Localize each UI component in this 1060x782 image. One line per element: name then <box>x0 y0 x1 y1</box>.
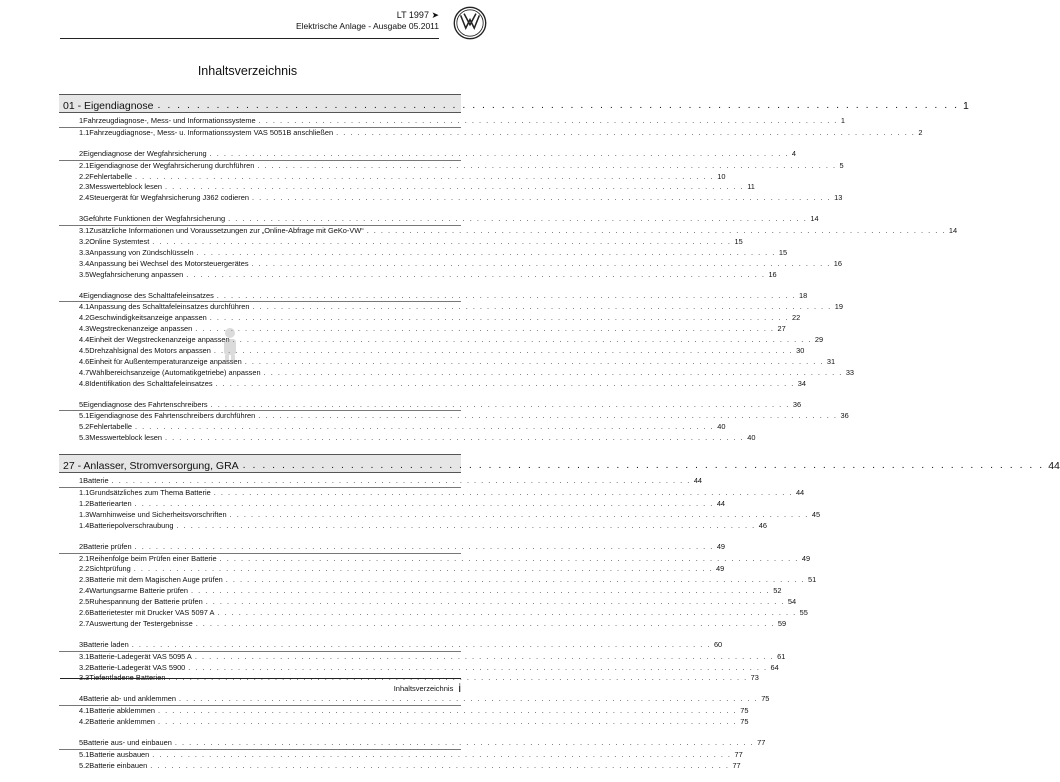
page-title: Inhaltsverzeichnis <box>197 64 298 78</box>
entry-page: 75 <box>740 706 749 716</box>
document-header <box>296 10 439 32</box>
toc-subsection-row[interactable] <box>59 433 756 444</box>
entry-title: Batterie abklemmen <box>89 706 156 716</box>
dot-leader: . . . . . . . . . . . . . . . . . . . . . . . . . . . . . . . . . . . . . . . . . . . . . . . . . . . . . . . . . . . . . . . . . . . . . . . . . . . . . . . . . . <box>150 760 730 770</box>
dot-leader: . . . . . . . . . . . . . . . . . . . . . . . . . . . . . . . . . . . . . . . . . . . . . . . . . . . . . . . . . . . . . . . . . . . . . . . . . . . . . . . . . . <box>232 335 812 345</box>
entry-page: 61 <box>777 651 786 661</box>
entry-number: 5.3 <box>79 433 90 443</box>
dot-leader: . . . . . . . . . . . . . . . . . . . . . . . . . . . . . . . . . . . . . . . . . . . . . . . . . . . . . . . . . . . . . . . . . . . . . . . . . . . . . . . . . . <box>225 575 805 585</box>
entry-number: 2.1 <box>79 160 90 170</box>
dot-leader: . . . . . . . . . . . . . . . . . . . . . . . . . . . . . . . . . . . . . . . . . . . . . . . . . . . . . . . . . . . . . . . . . . . . . . . . . . . . . . . . . . <box>135 422 715 432</box>
entry-page: 5 <box>839 160 844 170</box>
toc-subsection-row[interactable] <box>59 313 801 324</box>
section-spacer <box>59 204 461 214</box>
entry-page: 16 <box>768 269 777 279</box>
dot-leader: . . . . . . . . . . . . . . . . . . . . . . . . . . . . . . . . . . . . . . . . . . . . . . . . . . . . . . . . . . . . . . . . . . . . . . . . . . . . . . . . . . <box>258 116 838 125</box>
entry-number: 2.1 <box>79 553 90 563</box>
toc-subsection-row[interactable] <box>59 607 808 619</box>
entry-page: 31 <box>826 356 836 366</box>
dot-leader: . . . . . . . . . . . . . . . . . . . . . . . . . . . . . . . . . . . . . . . . . . . . . . . . . . . . . . . . . . . . . . . . . . . . . . . . . . . . . . . . . . <box>188 662 768 672</box>
toc-section-row[interactable] <box>59 290 808 303</box>
toc-subsection-row[interactable] <box>59 717 749 728</box>
dot-leader: . . . . . . . . . . . . . . . . . . . . . . . . . . . . . . . . . . . . . . . . . . . . . . . . . . . . . . . . . . . . . . . . . . . . . . . . . . . . . . . . . . <box>134 498 714 508</box>
entry-page: 44 <box>716 498 726 508</box>
dot-leader: . . . . . . . . . . . . . . . . . . . . . . . . . . . . . . . . . . . . . . . . . . . . . . . . . . . . . . . . . . . . . . . . . . . . . . . . . . . . . . . . . . <box>215 378 795 388</box>
entry-page: 11 <box>747 182 755 192</box>
dot-leader: . . . . . . . . . . . . . . . . . . . . . . . . . . . . . . . . . . . . . . . . . . . . . . . . . . . . . . . . . . . . . . . . . . . . . . . . . . . . . . . . . . <box>366 226 946 236</box>
entry-number: 4 <box>79 694 84 704</box>
entry-title: Batterie ab- und anklemmen <box>83 694 176 704</box>
dot-leader: . . . . . . . . . . . . . . . . . . . . . . . . . . . . . . . . . . . . . . . . . . . . . . . . . . . . . . . . . . . . . . . . . . . . . . . . . . . . . . . . . . <box>168 673 748 683</box>
toc-subsection-row[interactable] <box>59 498 726 510</box>
dot-leader: . . . . . . . . . . . . . . . . . . . . . . . . . . . . . . . . . . . . . . . . . . . . . . . . . . . . . . . . . . . . . . . . . . . . . . . . . . . . . . . . . . <box>195 324 775 334</box>
entry-title: Messwerteblock lesen <box>89 182 162 192</box>
dot-leader: . . . . . . . . . . . . . . . . . . . . . . . . . . . . . . . . . . . . . . . . . . . . . . . . . . . . . . . . . . . . . . . . . . . . . . . . . . . . . . . . . . <box>111 476 691 486</box>
watermark-figure-icon <box>215 325 245 365</box>
toc-subsection-row[interactable] <box>59 356 836 368</box>
entry-number: 3.1 <box>79 226 90 236</box>
dot-leader: . . . . . . . . . . . . . . . . . . . . . . . . . . . . . . . . . . . . . . . . . . . . . . . . . . . . . . . . . . . . . . . . . . . . . . . . . . . . . . . . . . <box>194 651 775 661</box>
entry-title: Zusätzliche Informationen und Voraussetzungen zur „Online-Abfrage mit GeKo-VW“ <box>89 226 364 236</box>
entry-page: 4 <box>791 148 796 158</box>
chapter-heading[interactable] <box>59 94 969 113</box>
entry-page: 22 <box>792 313 801 323</box>
entry-page: 29 <box>814 335 824 345</box>
entry-title: Eigendiagnose der Wegfahrsicherung <box>83 148 207 158</box>
entry-number: 1.4 <box>79 520 90 530</box>
entry-page: 44 <box>693 476 703 486</box>
entry-page: 14 <box>810 214 819 224</box>
entry-number: 5.1 <box>79 749 90 759</box>
entry-title: Anpassung bei Wechsel des Motorsteuergerätes <box>89 258 249 268</box>
toc-subsection-row[interactable] <box>59 553 811 565</box>
entry-page: 49 <box>715 564 725 574</box>
entry-title: Drehzahlsignal des Motors anpassen <box>89 346 211 356</box>
dot-leader: . . . . . . . . . . . . . . . . . . . . . . . . . . . . . . . . . . . . . . . . . . . . . . . . . . . . . . . . . . . . . . . . . . . . . . . . . . . . . . . . . . <box>191 586 771 596</box>
toc-subsection-row[interactable] <box>59 422 726 433</box>
entry-title: Einheit der Wegstreckenanzeige anpassen <box>89 335 230 345</box>
entry-number: 1.3 <box>79 509 90 519</box>
dot-leader: . . . . . . . . . . . . . . . . . . . . . . . . . . . . . . . . . . . . . . . . . . . . . . . . . . . . . . . . . . . . . . . . . . . . . . . . . . . . . . . . . . <box>176 520 756 530</box>
toc-subsection-row[interactable] <box>59 127 923 139</box>
entry-number: 3 <box>79 639 84 649</box>
entry-page: 49 <box>801 553 811 563</box>
dot-leader: . . . . . . . . . . . . . . . . . . . . . . . . . . . . . . . . . . . . . . . . . . . . . . . . . . . . . . . . . . . . . . . . . . . . . . . . . . . . . . . . . . <box>131 639 711 649</box>
entry-page: 40 <box>717 422 726 432</box>
entry-number: 3.4 <box>79 258 90 268</box>
entry-number: 1 <box>79 476 84 486</box>
entry-page: 49 <box>716 541 726 551</box>
chapter-spacer <box>59 444 461 454</box>
dot-leader: . . . . . . . . . . . . . . . . . . . . . . . . . . . . . . . . . . . . . . . . . . . . . . . . . . . . . . . . . . . . . . . . . . . . . . . . . . . . . . . . . . <box>210 399 790 409</box>
entry-title: Batterietester mit Drucker VAS 5097 A <box>89 607 215 617</box>
dot-leader: . . . . . . . . . . . . . . . . . . . . . . . . . . . . . . . . . . . . . . . . . . . . . . . . . . . . . . . . . . . . . . . . . . . . . . . . . . . . . . . . . . <box>178 694 759 704</box>
entry-number: 2.2 <box>79 171 90 181</box>
entry-page: 14 <box>948 226 958 236</box>
entry-page: 18 <box>799 290 808 300</box>
toc-subsection-row[interactable] <box>59 302 843 313</box>
entry-page: 27 <box>777 324 786 334</box>
entry-title: Fehlertabelle <box>89 422 133 432</box>
entry-page: 77 <box>732 760 741 770</box>
toc-subsection-row[interactable] <box>59 706 749 717</box>
dot-leader: . . . . . . . . . . . . . . . . . . . . . . . . . . . . . . . . . . . . . . . . . . . . . . . . . . . . . . . . . . . . . . . . . . . . . . . . . . . . . . . . . . <box>133 564 713 574</box>
entry-number: 4.7 <box>79 367 90 377</box>
entry-page: 77 <box>757 737 766 747</box>
entry-page: 44 <box>795 488 805 498</box>
entry-number: 3 <box>79 214 84 224</box>
toc-section-row[interactable] <box>59 639 723 652</box>
toc-subsection-row[interactable] <box>59 346 805 357</box>
entry-number: 2.4 <box>79 586 90 596</box>
entry-number: 4.6 <box>79 356 90 366</box>
entry-number: 3.2 <box>79 662 90 672</box>
dot-leader: . . . . . . . . . . . . . . . . . . . . . . . . . . . . . . . . . . . . . . . . . . . . . . . . . . . . . . . . . . . . . . . . . . . . . . . . . . . . . . . . . . <box>209 148 789 158</box>
entry-title: Tiefentladene Batterien <box>89 673 166 683</box>
section-spacer <box>59 728 461 738</box>
toc-section-row[interactable] <box>59 476 703 488</box>
entry-page: 52 <box>773 586 782 596</box>
toc-section-row[interactable] <box>59 148 796 161</box>
entry-title: Ruhespannung der Batterie prüfen <box>89 597 203 607</box>
entry-page: 54 <box>787 597 797 607</box>
entry-title: Eigendiagnose der Wegfahrsicherung durchführen <box>89 160 255 170</box>
entry-page: 55 <box>799 607 808 617</box>
entry-number: 3.1 <box>79 651 90 661</box>
entry-title: Einheit für Außentemperaturanzeige anpassen <box>89 356 242 366</box>
entry-page: 75 <box>761 694 770 704</box>
page-footer <box>394 681 461 695</box>
dot-leader: . . . . . . . . . . . . . . . . . . . . . . . . . . . . . . . . . . . . . . . . . . . . . . . . . . . . . . . . . . . . . . . . . . . . . . . . . . . . . . . . . . <box>336 127 916 137</box>
section-spacer <box>59 139 461 149</box>
entry-number: 4.2 <box>79 717 90 727</box>
entry-title: Wegstreckenanzeige anpassen <box>89 324 193 334</box>
toc-subsection-row[interactable] <box>59 662 779 674</box>
entry-number: 2.4 <box>79 193 90 203</box>
toc-subsection-row[interactable] <box>59 182 755 193</box>
entry-title: Wählbereichsanzeige (Automatikgetriebe) anpassen <box>89 367 261 377</box>
header-rule <box>60 38 439 39</box>
entry-title: Warnhinweise und Sicherheitsvorschriften <box>89 509 227 519</box>
toc-subsection-row[interactable] <box>59 509 821 521</box>
section-spacer <box>59 390 461 400</box>
toc-subsection-row[interactable] <box>59 749 743 761</box>
entry-title: Batterie aus- und einbauen <box>83 737 172 747</box>
toc-subsection-row[interactable] <box>59 575 817 586</box>
chapter-page: 1 <box>963 100 969 112</box>
entry-page: 33 <box>845 367 855 377</box>
entry-number: 4.5 <box>79 346 90 356</box>
dot-leader: . . . . . . . . . . . . . . . . . . . . . . . . . . . . . . . . . . . . . . . . . . . . . . . . . . . . . . . . . . . . . . . . . . . . . . . . . . . . . . . . . . <box>213 346 794 356</box>
dot-leader: . . . . . . . . . . . . . . . . . . . . . . . . . . . . . . . . . . . . . . . . . . . . . . . . . . . . . . . . . . . . . . . . . . . . . . . . . . . . . . . . . . <box>244 356 824 366</box>
entry-page: 77 <box>734 749 743 759</box>
entry-title: Batterie prüfen <box>83 541 132 551</box>
dot-leader: . . . . . . . . . . . . . . . . . . . . . . . . . . . . . . . . . . . . . . . . . . . . . . . . . . . . . . . . . . . . . . . . . . . . . . . . . . . . . . . . . . <box>257 160 837 170</box>
chapter-title: 27 - Anlasser, Stromversorgung, GRA <box>63 460 239 473</box>
toc-section-row[interactable] <box>59 399 802 412</box>
toc-subsection-row[interactable] <box>59 564 725 575</box>
toc-subsection-row[interactable] <box>59 193 843 204</box>
entry-title: Anpassung des Schalttafeleinsatzes durchführen <box>89 302 250 312</box>
entry-number: 2 <box>79 541 84 551</box>
dot-leader: . . . . . . . . . . . . . . . . . . . . . . . . . . . . . . . . . . . . . . . . . . . . . . . . . . . . . . . . . . . . . . . . . . . . . . . . . . . . . . . . . . <box>158 706 738 716</box>
toc-subsection-row[interactable] <box>59 258 842 270</box>
toc-subsection-row[interactable] <box>59 160 844 172</box>
toc-section-row[interactable] <box>59 214 819 226</box>
toc-subsection-row[interactable] <box>59 367 855 379</box>
entry-number: 2.6 <box>79 607 90 617</box>
dot-leader: . . . . . . . . . . . . . . . . . . . . . . . . . . . . . . . . . . . . . . . . . . . . . . . . . . . . . . . . . . . . . . . . . . . . . . . . . . . . . . . . . . <box>165 433 745 443</box>
dot-leader: . . . . . . . . . . . . . . . . . . . . . . . . . . . . . . . . . . . . . . . . . . . . . . . . . . . . . . . . . . . . . . . . . . . . . . . . . . . . . . . . . . <box>195 618 775 628</box>
entry-title: Wegfahrsicherung anpassen <box>89 269 184 279</box>
entry-title: Reihenfolge beim Prüfen einer Batterie <box>89 553 217 563</box>
entry-title: Wartungsarme Batterie prüfen <box>89 586 189 596</box>
entry-title: Batterie mit dem Magischen Auge prüfen <box>89 575 223 585</box>
entry-title: Identifikation des Schalttafeleinsatzes <box>89 378 213 388</box>
entry-title: Batterie einbauen <box>89 760 148 770</box>
toc-subsection-row[interactable] <box>59 269 777 281</box>
dot-leader: . . . . . . . . . . . . . . . . . . . . . . . . . . . . . . . . . . . . . . . . . . . . . . . . . . . . . . . . . . . . . . . . . . . . . . . . . . . . . . . . . . <box>263 367 843 377</box>
toc-subsection-row[interactable] <box>59 324 786 335</box>
dot-leader: . . . . . . . . . . . . . . . . . . . . . . . . . . . . . . . . . . . . . . . . . . . . . . . . . . . . . . . . . . . . . . . . . . . . . . . . . . . . . . . . . . <box>229 509 809 519</box>
dot-leader: . . . . . . . . . . . . . . . . . . . . . . . . . . . . . . . . . . . . . . . . . . . . . . . . . . . . . . . . . . . . . . . . . . . . . . . . . . . . . . . . . . <box>242 459 1045 472</box>
entry-number: 3.2 <box>79 237 90 247</box>
entry-page: 40 <box>747 433 756 443</box>
dot-leader: . . . . . . . . . . . . . . . . . . . . . . . . . . . . . . . . . . . . . . . . . . . . . . . . . . . . . . . . . . . . . . . . . . . . . . . . . . . . . . . . . . <box>186 269 766 279</box>
toc-subsection-row[interactable] <box>59 226 958 237</box>
entry-number: 4 <box>79 290 84 300</box>
section-spacer <box>59 630 461 640</box>
entry-number: 5.1 <box>79 411 90 421</box>
entry-page: 60 <box>713 639 723 649</box>
toc-subsection-row[interactable] <box>59 597 797 608</box>
chapter-title: 01 - Eigendiagnose <box>63 100 154 112</box>
entry-number: 2.3 <box>79 575 90 585</box>
toc-subsection-row[interactable] <box>59 618 787 630</box>
dot-leader: . . . . . . . . . . . . . . . . . . . . . . . . . . . . . . . . . . . . . . . . . . . . . . . . . . . . . . . . . . . . . . . . . . . . . . . . . . . . . . . . . . <box>135 171 715 181</box>
toc-subsection-row[interactable] <box>59 411 849 422</box>
entry-page: 13 <box>834 193 843 203</box>
dot-leader: . . . . . . . . . . . . . . . . . . . . . . . . . . . . . . . . . . . . . . . . . . . . . . . . . . . . . . . . . . . . . . . . . . . . . . . . . . . . . . . . . . <box>152 237 732 247</box>
entry-page: 34 <box>797 378 806 388</box>
toc-subsection-row[interactable] <box>59 335 824 346</box>
entry-page: 19 <box>834 302 843 312</box>
entry-page: 75 <box>740 717 749 727</box>
entry-title: Geführte Funktionen der Wegfahrsicherung <box>83 214 226 224</box>
dot-leader: . . . . . . . . . . . . . . . . . . . . . . . . . . . . . . . . . . . . . . . . . . . . . . . . . . . . . . . . . . . . . . . . . . . . . . . . . . . . . . . . . . <box>252 302 832 312</box>
entry-number: 3.3 <box>79 247 90 257</box>
entry-page: 36 <box>840 411 849 421</box>
entry-page: 2 <box>918 127 923 137</box>
entry-title: Anpassung von Zündschlüsseln <box>89 247 194 257</box>
entry-title: Fahrzeugdiagnose-, Mess- u. Informationssystem VAS 5051B anschließen <box>89 127 334 137</box>
dot-leader: . . . . . . . . . . . . . . . . . . . . . . . . . . . . . . . . . . . . . . . . . . . . . . . . . . . . . . . . . . . . . . . . . . . . . . . . . . . . . . . . . . <box>157 99 960 111</box>
entry-page: 30 <box>796 346 805 356</box>
toc-section-row[interactable] <box>59 737 766 750</box>
entry-number: 2 <box>79 148 84 158</box>
entry-title: Fehlertabelle <box>89 171 133 181</box>
dot-leader: . . . . . . . . . . . . . . . . . . . . . . . . . . . . . . . . . . . . . . . . . . . . . . . . . . . . . . . . . . . . . . . . . . . . . . . . . . . . . . . . . . <box>258 411 838 421</box>
entry-title: Grundsätzliches zum Thema Batterie <box>89 488 211 498</box>
entry-title: Eigendiagnose des Fahrtenschreibers durchführen <box>89 411 256 421</box>
entry-number: 4.1 <box>79 706 90 716</box>
entry-number: 4.2 <box>79 313 90 323</box>
footer-page-number: i <box>458 681 461 695</box>
dot-leader: . . . . . . . . . . . . . . . . . . . . . . . . . . . . . . . . . . . . . . . . . . . . . . . . . . . . . . . . . . . . . . . . . . . . . . . . . . . . . . . . . . <box>213 488 793 498</box>
entry-page: 51 <box>808 575 817 585</box>
toc-subsection-row[interactable] <box>59 171 726 183</box>
entry-title: Steuergerät für Wegfahrsicherung J362 codieren <box>89 193 249 203</box>
entry-title: Batterie laden <box>83 639 129 649</box>
entry-number: 2.7 <box>79 618 90 628</box>
entry-page: 46 <box>758 520 767 530</box>
chapter-heading[interactable] <box>59 454 1060 473</box>
entry-page: 16 <box>833 258 842 268</box>
dot-leader: . . . . . . . . . . . . . . . . . . . . . . . . . . . . . . . . . . . . . . . . . . . . . . . . . . . . . . . . . . . . . . . . . . . . . . . . . . . . . . . . . . <box>174 737 755 747</box>
entry-number: 2.2 <box>79 564 90 574</box>
entry-page: 45 <box>811 509 821 519</box>
entry-number: 4.8 <box>79 378 90 388</box>
dot-leader: . . . . . . . . . . . . . . . . . . . . . . . . . . . . . . . . . . . . . . . . . . . . . . . . . . . . . . . . . . . . . . . . . . . . . . . . . . . . . . . . . . <box>251 193 832 203</box>
entry-number: 5.2 <box>79 760 90 770</box>
dot-leader: . . . . . . . . . . . . . . . . . . . . . . . . . . . . . . . . . . . . . . . . . . . . . . . . . . . . . . . . . . . . . . . . . . . . . . . . . . . . . . . . . . <box>134 541 714 551</box>
toc-subsection-row[interactable] <box>59 247 788 259</box>
entry-number: 1.1 <box>79 488 90 498</box>
toc-subsection-row[interactable] <box>59 651 786 663</box>
entry-number: 4.4 <box>79 335 90 345</box>
entry-number: 3.3 <box>79 673 90 683</box>
toc-subsection-row[interactable] <box>59 586 782 597</box>
entry-number: 4.3 <box>79 324 90 334</box>
chapter-page: 44 <box>1048 460 1060 473</box>
entry-page: 64 <box>770 662 779 672</box>
entry-title: Eigendiagnose des Fahrtenschreibers <box>83 399 208 409</box>
entry-page: 59 <box>777 618 787 628</box>
toc-subsection-row[interactable] <box>59 488 805 499</box>
toc-subsection-row[interactable] <box>59 378 806 390</box>
dot-leader: . . . . . . . . . . . . . . . . . . . . . . . . . . . . . . . . . . . . . . . . . . . . . . . . . . . . . . . . . . . . . . . . . . . . . . . . . . . . . . . . . . <box>158 717 738 727</box>
entry-title: Batterie anklemmen <box>89 717 156 727</box>
entry-title: Auswertung der Testergebnisse <box>89 618 193 628</box>
entry-title: Fahrzeugdiagnose-, Mess- und Informationssysteme <box>83 116 256 125</box>
dot-leader: . . . . . . . . . . . . . . . . . . . . . . . . . . . . . . . . . . . . . . . . . . . . . . . . . . . . . . . . . . . . . . . . . . . . . . . . . . . . . . . . . . <box>209 313 789 323</box>
toc-section-row[interactable] <box>59 541 726 554</box>
dot-leader: . . . . . . . . . . . . . . . . . . . . . . . . . . . . . . . . . . . . . . . . . . . . . . . . . . . . . . . . . . . . . . . . . . . . . . . . . . . . . . . . . . <box>228 214 808 224</box>
toc-subsection-row[interactable] <box>59 520 767 532</box>
dot-leader: . . . . . . . . . . . . . . . . . . . . . . . . . . . . . . . . . . . . . . . . . . . . . . . . . . . . . . . . . . . . . . . . . . . . . . . . . . . . . . . . . . <box>152 749 732 759</box>
header-edition: Elektrische Anlage - Ausgabe 05.2011 <box>295 21 439 31</box>
entry-number: 4.1 <box>79 302 90 312</box>
section-spacer <box>59 281 461 291</box>
footer-label: Inhaltsverzeichnis <box>393 683 454 693</box>
dot-leader: . . . . . . . . . . . . . . . . . . . . . . . . . . . . . . . . . . . . . . . . . . . . . . . . . . . . . . . . . . . . . . . . . . . . . . . . . . . . . . . . . . <box>219 553 799 563</box>
entry-number: 5 <box>79 737 84 747</box>
entry-number: 1.1 <box>79 127 90 137</box>
entry-title: Messwerteblock lesen <box>89 433 162 443</box>
entry-title: Batterie-Ladegerät VAS 5900 <box>89 662 186 672</box>
entry-page: 15 <box>734 237 743 247</box>
entry-page: 73 <box>750 673 759 683</box>
dot-leader: . . . . . . . . . . . . . . . . . . . . . . . . . . . . . . . . . . . . . . . . . . . . . . . . . . . . . . . . . . . . . . . . . . . . . . . . . . . . . . . . . . <box>165 182 745 192</box>
entry-title: Sichtprüfung <box>89 564 131 574</box>
toc-section-row[interactable] <box>59 694 770 706</box>
entry-number: 2.5 <box>79 597 90 607</box>
chapter-spacer <box>59 772 461 782</box>
dot-leader: . . . . . . . . . . . . . . . . . . . . . . . . . . . . . . . . . . . . . . . . . . . . . . . . . . . . . . . . . . . . . . . . . . . . . . . . . . . . . . . . . . <box>216 290 796 300</box>
entry-title: Eigendiagnose des Schalttafeleinsatzes <box>83 290 214 300</box>
entry-number: 5.2 <box>79 422 90 432</box>
entry-title: Batteriepolverschraubung <box>89 520 174 530</box>
entry-title: Geschwindigkeitsanzeige anpassen <box>89 313 207 323</box>
footer-rule <box>60 678 461 679</box>
dot-leader: . . . . . . . . . . . . . . . . . . . . . . . . . . . . . . . . . . . . . . . . . . . . . . . . . . . . . . . . . . . . . . . . . . . . . . . . . . . . . . . . . . <box>217 607 797 617</box>
entry-number: 1.2 <box>79 498 90 508</box>
toc-subsection-row[interactable] <box>59 760 741 772</box>
entry-page: 10 <box>717 171 726 181</box>
entry-page: 15 <box>778 247 788 257</box>
entry-page: 36 <box>792 399 802 409</box>
entry-page: 1 <box>840 116 845 125</box>
dot-leader: . . . . . . . . . . . . . . . . . . . . . . . . . . . . . . . . . . . . . . . . . . . . . . . . . . . . . . . . . . . . . . . . . . . . . . . . . . . . . . . . . . <box>196 247 776 257</box>
toc-section-row[interactable] <box>59 116 845 128</box>
dot-leader: . . . . . . . . . . . . . . . . . . . . . . . . . . . . . . . . . . . . . . . . . . . . . . . . . . . . . . . . . . . . . . . . . . . . . . . . . . . . . . . . . . <box>251 258 831 268</box>
vw-logo-icon <box>453 6 487 40</box>
header-model: LT 1997 ➤ <box>396 10 439 20</box>
entry-title: Batterie-Ladegerät VAS 5095 A <box>89 651 192 661</box>
section-spacer <box>59 532 461 542</box>
entry-number: 2.3 <box>79 182 90 192</box>
entry-title: Online Systemtest <box>89 237 150 247</box>
entry-number: 1 <box>79 116 84 125</box>
entry-title: Batteriearten <box>89 498 132 508</box>
entry-number: 3.5 <box>79 269 90 279</box>
entry-number: 5 <box>79 399 84 409</box>
dot-leader: . . . . . . . . . . . . . . . . . . . . . . . . . . . . . . . . . . . . . . . . . . . . . . . . . . . . . . . . . . . . . . . . . . . . . . . . . . . . . . . . . . <box>205 597 785 607</box>
entry-title: Batterie <box>83 476 109 486</box>
toc-subsection-row[interactable] <box>59 237 743 248</box>
entry-title: Batterie ausbauen <box>89 749 150 759</box>
